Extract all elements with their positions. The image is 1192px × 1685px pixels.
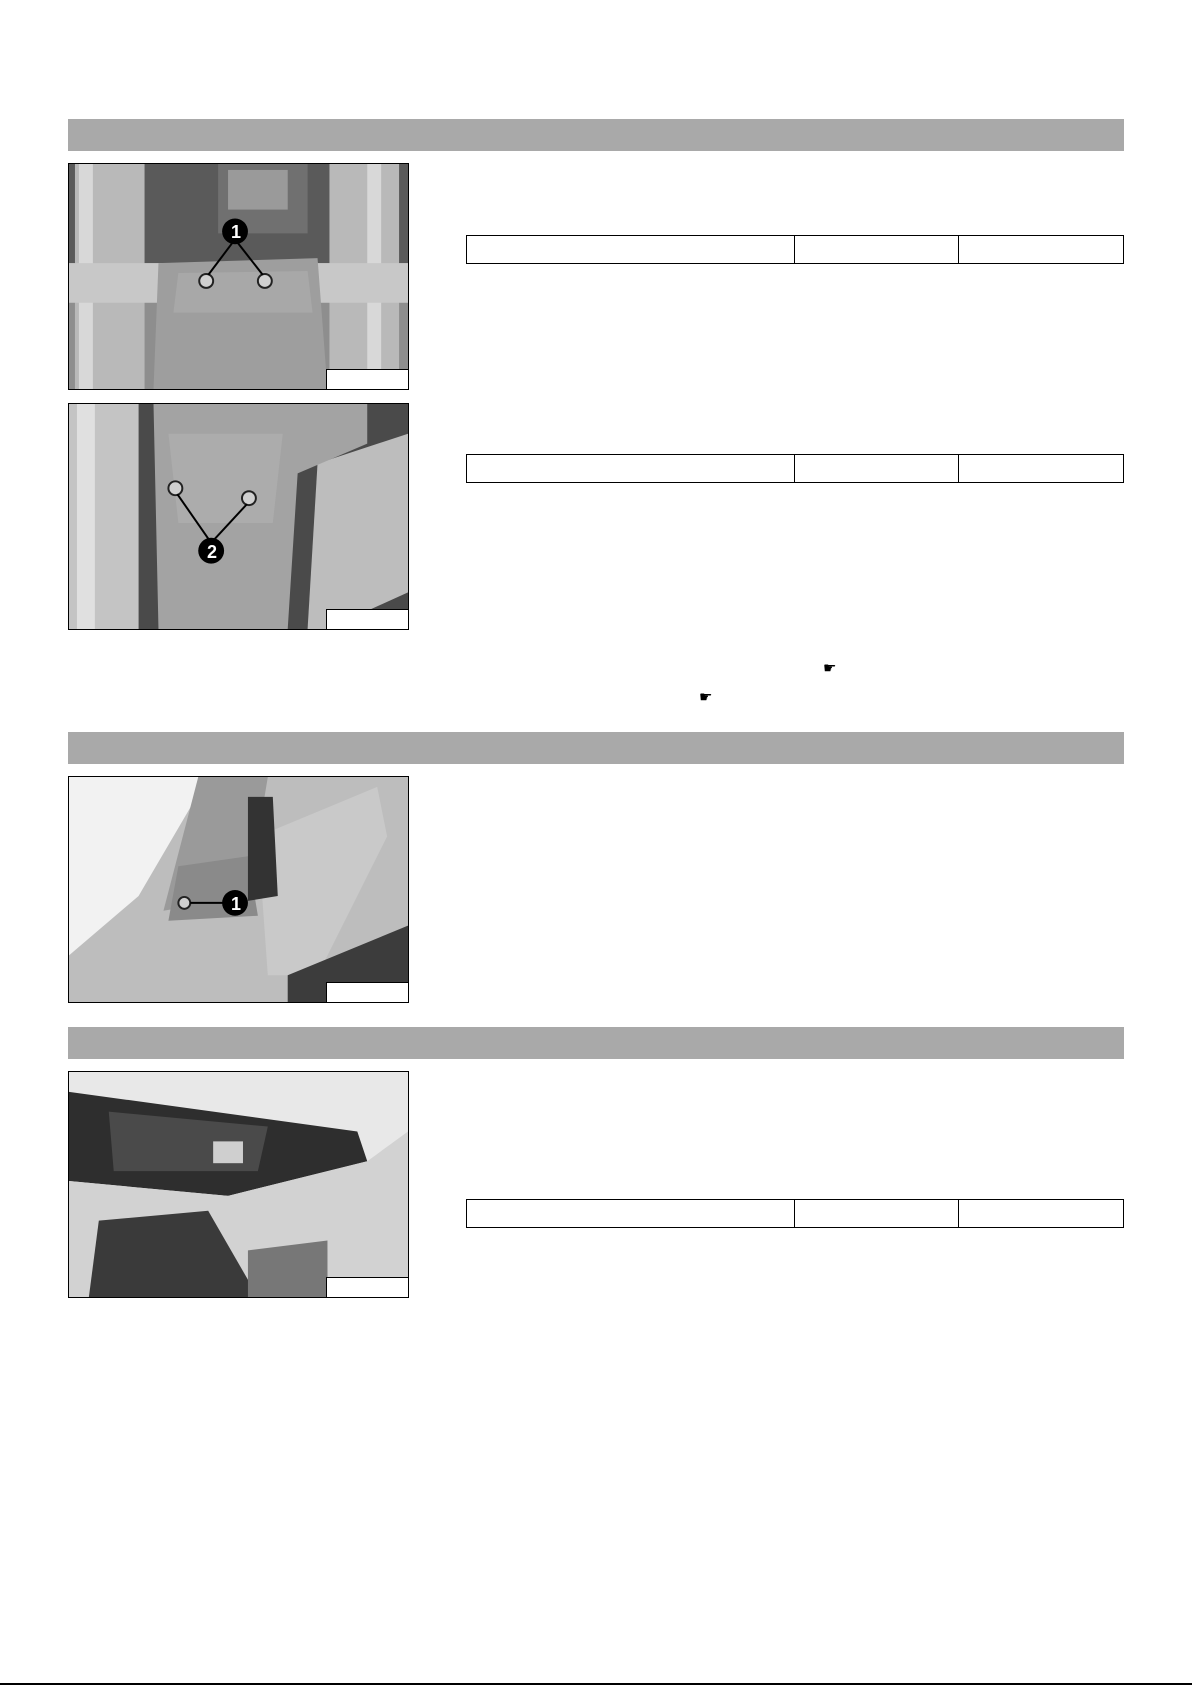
spec-cell-note [959, 455, 1123, 482]
pointing-hand-icon: ☛ [823, 660, 837, 677]
section-header-bar-1 [68, 119, 1124, 151]
spec-table-3 [466, 1199, 1124, 1228]
callout-overlay [69, 404, 408, 629]
spec-cell-label [467, 236, 795, 263]
figure-fender-bottom-bolts [68, 403, 409, 630]
spec-cell-value [795, 236, 959, 263]
spec-cell-label [467, 1200, 795, 1227]
callout-number: 1 [230, 222, 241, 242]
figure-side-panel-bolt [68, 776, 409, 1003]
callout-overlay [69, 164, 408, 389]
callout-number: 2 [206, 542, 217, 562]
spec-table-2 [466, 454, 1124, 483]
callout-number: 1 [230, 894, 241, 914]
spec-cell-label [467, 455, 795, 482]
spec-cell-value [795, 1200, 959, 1227]
figure-code-box [326, 369, 408, 389]
section-header-bar-2 [68, 732, 1124, 764]
section-header-bar-3 [68, 1027, 1124, 1059]
spec-table-1 [466, 235, 1124, 264]
spec-cell-value [795, 455, 959, 482]
spec-cell-note [959, 236, 1123, 263]
figure-code-box [326, 1277, 408, 1297]
figure-fork-bridge-bolts [68, 163, 409, 390]
callout-overlay [69, 777, 408, 1002]
pointing-hand-icon: ☛ [699, 689, 713, 706]
figure-code-box [326, 982, 408, 1002]
spec-cell-note [959, 1200, 1123, 1227]
figure-code-box [326, 609, 408, 629]
figure-seat-removed [68, 1071, 409, 1298]
